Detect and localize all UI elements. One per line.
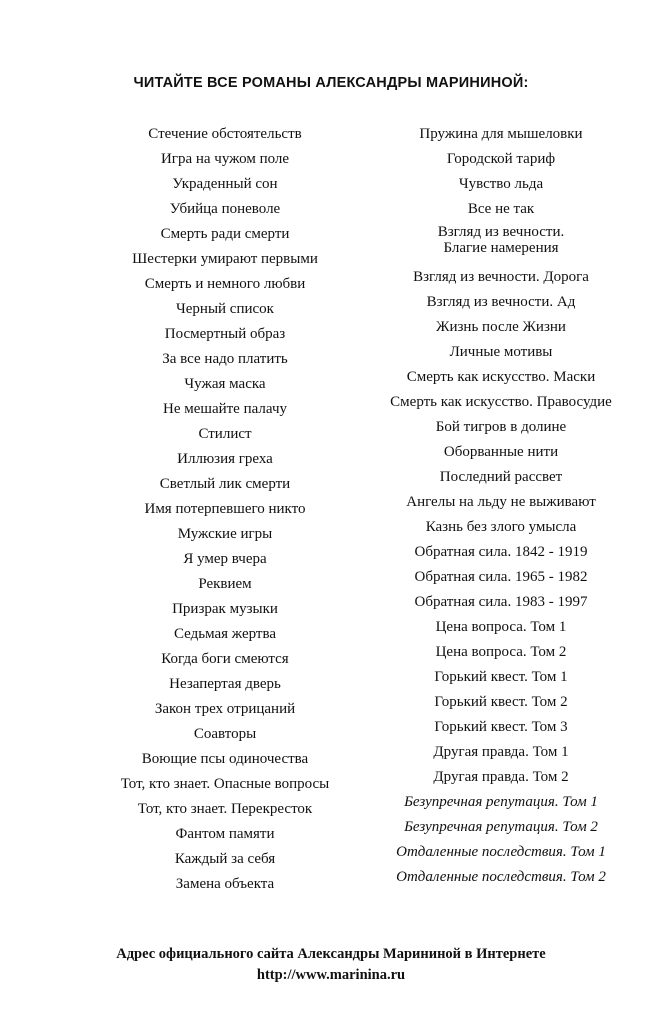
book-title: Закон трех отрицаний bbox=[154, 701, 296, 717]
book-title: Горький квест. Том 2 bbox=[434, 694, 568, 710]
book-title: Не мешайте палачу bbox=[163, 401, 287, 417]
book-title: Взгляд из вечности. Ад bbox=[426, 294, 576, 310]
book-title: Обратная сила. 1842 - 1919 bbox=[414, 544, 588, 560]
book-title: Смерть и немного любви bbox=[144, 276, 306, 292]
book-title: Горький квест. Том 3 bbox=[434, 719, 568, 735]
book-title: Светлый лик смерти bbox=[159, 476, 291, 492]
book-title: Смерть как искусство. Маски bbox=[406, 369, 596, 385]
book-title: Чувство льда bbox=[458, 176, 544, 192]
book-title: Игра на чужом поле bbox=[160, 151, 290, 167]
book-title: Стилист bbox=[198, 426, 252, 442]
book-title-italic: Безупречная репутация. Том 2 bbox=[404, 819, 598, 835]
book-title: Черный список bbox=[176, 301, 274, 317]
book-title: Убийца поневоле bbox=[169, 201, 281, 217]
left-title-list bbox=[95, 124, 355, 899]
book-title-italic: Безупречная репутация. Том 1 bbox=[404, 794, 598, 810]
book-title: Горький квест. Том 1 bbox=[434, 669, 568, 685]
book-title: Я умер вчера bbox=[183, 551, 267, 567]
book-title: За все надо платить bbox=[162, 351, 288, 367]
website-link[interactable]: http://www.marinina.ru bbox=[256, 967, 406, 983]
book-title: Шестерки умирают первыми bbox=[132, 251, 318, 267]
book-title: Другая правда. Том 1 bbox=[433, 744, 569, 760]
book-title: Другая правда. Том 2 bbox=[433, 769, 569, 785]
book-title: Мужские игры bbox=[177, 526, 273, 542]
book-title: Украденный сон bbox=[172, 176, 278, 192]
book-title-line-1: Взгляд из вечности. bbox=[437, 224, 565, 240]
book-title: Иллюзия греха bbox=[177, 451, 273, 467]
book-title: Тот, кто знает. Перекресток bbox=[137, 801, 313, 817]
page-heading: ЧИТАЙТЕ ВСЕ РОМАНЫ АЛЕКСАНДРЫ МАРИНИНОЙ: bbox=[133, 75, 529, 91]
book-title: Цена вопроса. Том 1 bbox=[435, 619, 567, 635]
book-title: Стечение обстоятельств bbox=[148, 126, 302, 142]
book-title: Бой тигров в долине bbox=[435, 419, 567, 435]
book-title-italic: Отдаленные последствия. Том 2 bbox=[396, 869, 606, 885]
book-title: Тот, кто знает. Опасные вопросы bbox=[120, 776, 330, 792]
book-title: Седьмая жертва bbox=[173, 626, 277, 642]
book-title: Все не так bbox=[467, 201, 535, 217]
book-title: Городской тариф bbox=[446, 151, 556, 167]
book-title: Ангелы на льду не выживают bbox=[406, 494, 596, 510]
book-title: Последний рассвет bbox=[439, 469, 563, 485]
book-title: Соавторы bbox=[193, 726, 257, 742]
book-title: Личные мотивы bbox=[449, 344, 553, 360]
book-title: Когда боги смеются bbox=[161, 651, 289, 667]
book-title: Цена вопроса. Том 2 bbox=[435, 644, 567, 660]
book-title: Взгляд из вечности. Дорога bbox=[413, 269, 589, 285]
book-title-line-2: Благие намерения bbox=[443, 240, 559, 256]
footer-caption: Адрес официального сайта Александры Марининой в Интернете bbox=[116, 946, 546, 962]
right-title-list bbox=[370, 124, 632, 892]
footer bbox=[0, 944, 662, 986]
book-title: Смерть ради смерти bbox=[160, 226, 290, 242]
book-title: Казнь без злого умысла bbox=[425, 519, 577, 535]
book-title: Призрак музыки bbox=[172, 601, 278, 617]
book-title: Имя потерпевшего никто bbox=[144, 501, 306, 517]
book-title: Чужая маска bbox=[184, 376, 266, 392]
book-title-two-line bbox=[370, 224, 632, 267]
book-title: Оборванные нити bbox=[443, 444, 559, 460]
book-title: Обратная сила. 1983 - 1997 bbox=[414, 594, 588, 610]
book-title: Каждый за себя bbox=[174, 851, 276, 867]
book-title: Замена объекта bbox=[175, 876, 275, 892]
book-title: Воющие псы одиночества bbox=[141, 751, 309, 767]
book-title: Незапертая дверь bbox=[169, 676, 281, 692]
book-title: Посмертный образ bbox=[164, 326, 286, 342]
book-title: Пружина для мышеловки bbox=[419, 126, 583, 142]
book-title: Жизнь после Жизни bbox=[436, 319, 566, 335]
book-title: Фантом памяти bbox=[175, 826, 275, 842]
book-title: Обратная сила. 1965 - 1982 bbox=[414, 569, 588, 585]
book-title-italic: Отдаленные последствия. Том 1 bbox=[396, 844, 606, 860]
book-title: Смерть как искусство. Правосудие bbox=[390, 394, 612, 410]
book-title: Реквием bbox=[198, 576, 252, 592]
